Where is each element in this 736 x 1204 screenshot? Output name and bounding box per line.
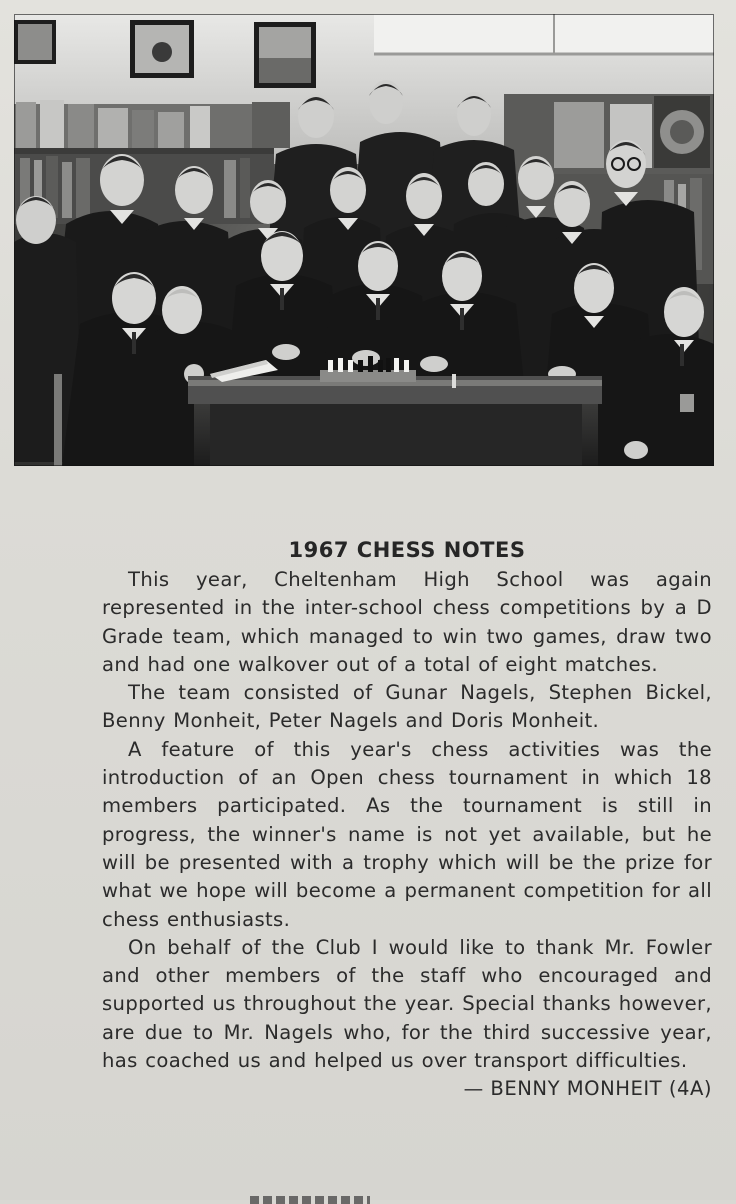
article-paragraph-2: The team consisted of Gunar Nagels, Stephen Bickel, Benny Monheit, Peter Nagels and Doris Monheit. [102, 681, 712, 733]
article-paragraph-3: A feature of this year's chess activities was the introduction of an Open chess tournament in which 18 members participated. As the tournament is still in progress, the winner's name is not yet available, but he will be presented with a trophy which will be the prize for what we hope will become a permanent competition for all chess enthusiasts. [102, 737, 712, 931]
chess-notes-article [102, 530, 712, 1104]
group-photo-illustration [14, 14, 714, 466]
cut-off-next-heading [250, 1190, 390, 1204]
article-paragraph-1: This year, Cheltenham High School was again represented in the inter-school chess competitions by a D Grade team, which managed to win two games, draw two and had one walkover out of a total of eight matches. [102, 568, 712, 676]
article-title: 1967 CHESS NOTES [288, 538, 526, 562]
article-paragraph-4: On behalf of the Club I would like to thank Mr. Fowler and other members of the staff who encouraged and supported us throughout the year. Special thanks however, are due to Mr. Nagels who, for the third successive year, has coached us and helped us over transport difficulties. [102, 935, 712, 1073]
article-signature: — BENNY MONHEIT (4A) [463, 1077, 712, 1101]
group-photo [14, 14, 714, 466]
